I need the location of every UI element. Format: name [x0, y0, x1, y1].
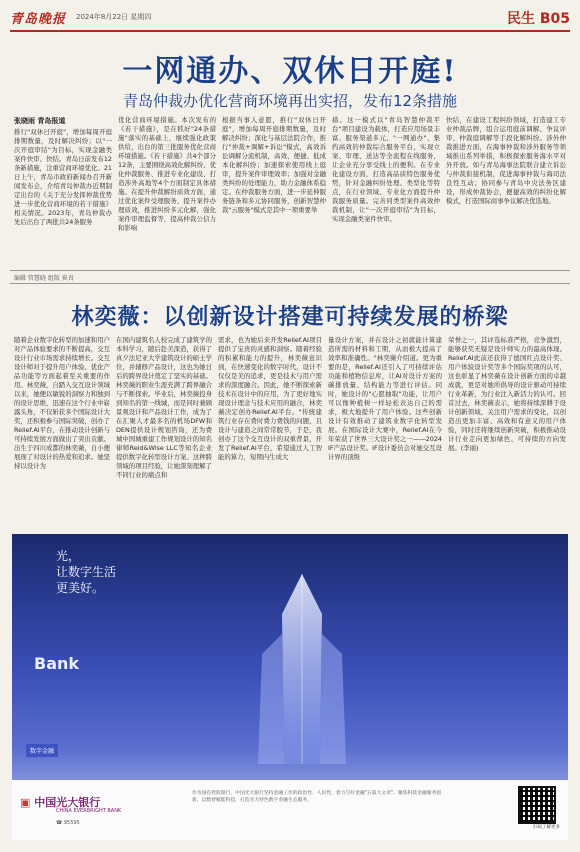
article1-byline: 张晓雨 青岛报道	[14, 117, 66, 125]
ad-tag: 数字金融	[26, 744, 58, 757]
masthead	[10, 6, 570, 32]
qr-code-icon[interactable]	[518, 786, 556, 824]
article1-column: 根据当事人意愿，推行"双休日开庭"，增加每周开庭排期数量，及时解决纠纷；深化与基层法院合作，推行"仲裁+调解+诉讼"模式，高效诉讼调解分流机制，高效、便捷、低成本化解纠纷；加速探索使用线上庭审，提升案件审理效率；加强对金融类纠纷的处理能力，助力金融体系稳定。在仲裁服务方面，进一步延伸服务链条和多元协同服务，创新智慧仲裁"云服务"模式是其中一项重要举	[222, 116, 326, 214]
bank-name-en: CHINA EVERBRIGHT BANK	[56, 808, 122, 814]
ad-slogan-line: 光，	[56, 549, 81, 563]
article1-column: 措。这一模式以"青岛智慧仲裁平台"项目建设为载体，打造应用场景丰富、服务渠道多元、"一网通办"、集约高效的仲裁综合服务平台，实现立案、审理、送达等全流程在线服务，让企业充分享受线上的便利。在专业化建设方面，打造高品质特色服务优势，针对金融纠纷处理、类型化等特点，在行业领域、专业化方面提升仲裁服务质量。完善同类型案件高效仲裁机制，让"一次开庭审结"为目标，实现金融类案件快审。	[332, 116, 440, 223]
bank-phone-number: 95595	[63, 820, 80, 826]
ad-note: 作为国有控股银行，中国光大银行坚持金融工作的政治性、人民性，着力写好金融"五篇大文章"。聚焦科技金融服务创新，以数智赋能科技，打造光大特色数字金融生态服务。	[192, 791, 442, 803]
qr-label: 扫码了解更多	[533, 825, 560, 830]
article1-column: 优化营商环境措施。本次发布的《若干措施》，是在抓好"24条措施"落实的基础上，继续强化政策供给，出台的第三批服务优化营商环境措施。《若干措施》共4个部分12条，主要围绕高效化解纠纷、优化仲裁服务、推进专业化建设、打造涉外高地等4个方面制定具体措施。在提升仲裁解纷质效方面，通过优化案件受理服务，提升案件办理质效，推进纠纷多元化解，强化案件审理监督等，提高仲裁公信力和影响	[118, 116, 216, 232]
article2-title: 林奕薇：以创新设计搭建可持续发展的桥梁	[71, 304, 509, 330]
article1-column: 快结，在建设工程纠纷领域，打造建工专业仲裁品牌，组合运用庭前调解、争议评审、仲裁庭调解等手段化解纠纷。涉外仲裁推进方面，在海事仲裁和涉外服务等领域推出系列举措，积极探索服务海水平对外开放。如与青岛海事法院联合建立诉讼与仲裁衔接机制，促进海事仲裁与海司法良性互动；协同参与青岛中央法务区建设，形成仲裁协会，便捷高效的纠纷化解模式，打造国际商事争议解决优选地。	[446, 116, 566, 205]
article1-column: 推行"双休日开庭"，增加每周开庭排期数量，及时解决纠纷；以"一次开庭审结"为目标，实现金融类案件快审、快结。青岛日前发布12条新措施，注重营商环境优化。21日上午，青岛市政府新闻办召开新闻发布会，介绍青岛仲裁办近期制定出台的《关于充分发挥仲裁优势进一步优化营商环境的若干措施》相关情况。2023年，青岛仲裁办先后出台了两批共24条服务	[14, 128, 112, 226]
divider	[10, 270, 570, 271]
article2-column: 在国内建筑名人校完成了建筑学的本科学习，随后赴美深造，获得了真夕法尼亚大学建筑设计的硕士学位，并辅修产品设计，这也为她日后的跨界设计奠定了坚实的基础。林奕薇的职业生涯充满了跨界融合与不断探索。毕业后，林奕薇投身到知名的第一线城，而是同时兼顾景观设计和产品设计工作，成为了在汇聚人才最多名的机场DFW和DEN提供设计规划咨询，还为费城中国城重建工作规划设计的知名律师Reid&Wise LLC等知名企业提供数字化转型设计方案。这种跨领域的项目经验，让她深刻理解了不同行业的痛点和	[116, 336, 212, 479]
ad-footer	[12, 780, 568, 840]
newspaper-logo: 青岛晚报	[10, 12, 67, 27]
ad-slogan	[56, 548, 116, 596]
issue-date: 2024年8月22日 星期四	[76, 13, 152, 21]
ad-tower-illustration	[242, 574, 362, 764]
bank-name: 中国光大银行	[34, 796, 101, 809]
article2-column: 随着企业数字化转型的加速和用户对产品体验要求的不断提高，交互设计行业市场需求持续增长。交互设计师对于提升用户体验、优化产品功能等方面起着至关重要的作用。林奕薇，自踏入交互设计领域以来，她便以敏锐的洞察力和独到的设计思维，迅速在这个行业中崭露头角，不仅斩获多个国际设计大奖，还积极参与国际突破，创办了Relief.AI平台，在推动设计创新与可持续发展方面做出了突出贡献。出生于四川成都的林奕薇，自小便展现了对设计的热爱和追求。她坚持以设计为	[14, 336, 110, 470]
ad-slogan-line: 更美好。	[56, 581, 105, 595]
article2-column: 荣誉之一，其评选标准严格，竞争激烈，能够获奖无疑是设计师实力的最高体现。Relief.AI此前还获得了德国红点设计奖、用户体验设计奖等多个国际奖项的认可，这也彰显了林奕薇在设计创新方面的卓越成就，更是对她所倡导的设计驱动可持续行业革新，为行业注入新活力的认可。回首过去，林奕薇表示，她将持续深耕于设计创新领域，关注用户需求的变化，以创造出更加丰富、高效和有意义的用户体验，同时还将继续创新突破，积极推动设计行业走向更加绿色、可持续的方向发展。(李丽)	[448, 336, 566, 452]
editor-credit: 编辑 管慧晓 组版 崔真	[14, 275, 74, 282]
bank-advertisement	[12, 534, 568, 840]
article2-column: 需求，也为她后来开发Relief.AI项目提供了宝贵的灵感和洞察。随着经验的积累和能力的提升，林奕薇意识到，在快速变化的数字时代，设计不仅仅是美的追求，更是技术与用户需求的深度融合。因此，她不断探索新技术在设计中的应用，为了更好地实现设计理念与技术应用的融合，林奕薇决定创办Relief.AI平台。"传统建筑行业存在费时费力费钱的问题，且设计与建造之间常常脱节，于是，我创办了这个交互设计的双重背景，开发了Relief.AI平台，希望通过人工智能的算力，短期内生成大	[218, 336, 322, 461]
article1-subtitle: 青岛仲裁办优化营商环境再出实招，发布12条措施	[122, 92, 458, 110]
bank-logo-icon: ▣	[20, 796, 31, 809]
phone-icon: ☎	[56, 820, 63, 826]
article2-column: 量设计方案，并在设计之初就能计算建造所需的材料和工期，从而极大提高了效率和准确性。"林奕薇介绍道。更为重要的是，Relief.AI还引入了可持续评估功能和植物信息库，让AI对设计方案的碳排放量、结构能力等进行评估。同时，她设计的"心愿抽取"功能，让用户可以像种植树一样轻松表达自己的需求，极大地提升了用户体验。这些创新设计有效推动了建筑业数字化转型发展。在国际设计大赛中，Relief.AI在今年荣获了世界三大设计奖之一——2024 IF产品设计奖。IF设计委员会对她交互设计界的顶级	[328, 336, 442, 461]
article1-title: 一网通办、双休日开庭!	[122, 54, 458, 89]
ad-slogan-line: 让数字生活	[56, 565, 117, 579]
bank-phone	[56, 820, 80, 826]
section-label: 民生 B05	[506, 11, 570, 27]
divider	[10, 283, 570, 284]
ad-bank-sign: Bank	[34, 654, 80, 673]
